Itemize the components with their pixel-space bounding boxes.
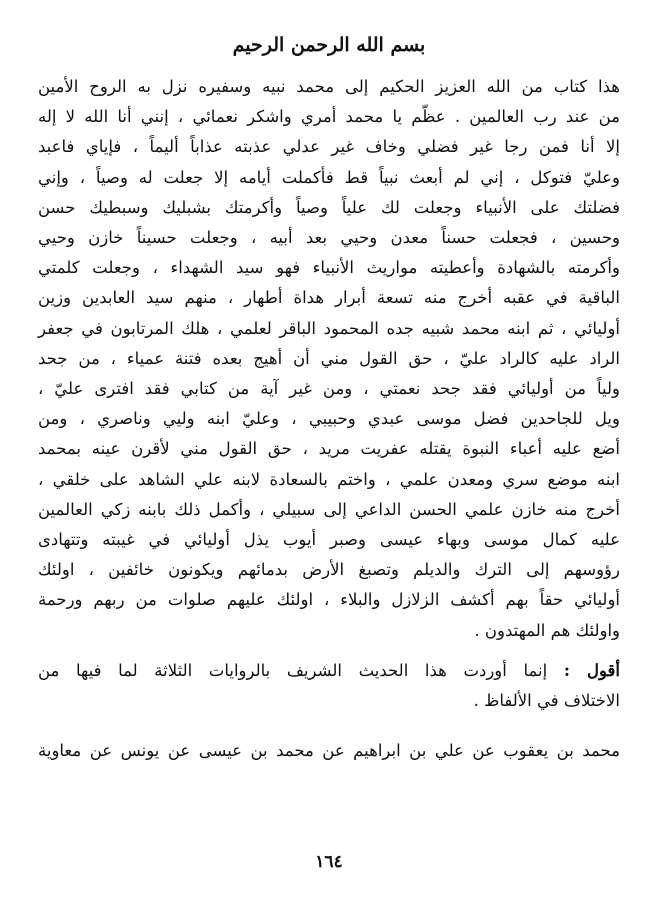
text-line: أوليائي ، ثم ابنه محمد شبيه جده المحمود الباقر لعلمي ، هلك المرتابون في جعفر	[38, 318, 620, 338]
isnad-paragraph	[38, 736, 620, 766]
text-line	[38, 656, 620, 686]
text-line: فضلتك على الأنبياء وجعلت لك علياً وصياً وأكرمتك بشبليك وسبطيك حسن	[38, 197, 620, 217]
text-line: الراد عليه كالراد عليّ ، حق القول مني أن أهيج بعده فتنة عمياء ، من جحد	[38, 348, 620, 368]
text-line: الباقية في عقبه أخرج منه تسعة أبرار هداة أطهار ، منهم سيد العابدين وزين	[38, 288, 620, 308]
text-line: محمد بن يعقوب عن علي بن ابراهيم عن محمد بن عيسى عن يونس عن معاوية	[38, 741, 620, 761]
text-line: الاختلاف في الألفاظ .	[473, 691, 620, 711]
text-line: هذا كتاب من الله العزيز الحكيم إلى محمد نبيه وسفيره نزل به الروح الأمين	[38, 77, 620, 96]
basmala-heading: بسم الله الرحمن الرحيم	[232, 34, 426, 56]
commentary-paragraph	[38, 656, 620, 716]
document-page	[38, 30, 620, 900]
text-line: أضع عليه أعباء النبوة يقتله عفريت مريد ، حق القول مني لأقرن عينه بمحمد	[38, 439, 620, 459]
text-line: وأكرمته بالشهادة وأعطيته مواريث الأنبياء فهو سيد الشهداء ، وجعلت كلمتي	[38, 258, 620, 278]
text-line: ولياً من أوليائي فقد جحد نعمتي ، ومن غير آية من كتابي فقد افترى عليّ ،	[38, 379, 620, 399]
lead-word: أقول :	[563, 660, 620, 680]
hadith-paragraph	[38, 72, 620, 646]
text-line: وحسين ، فجعلت حسناً معدن وحيي بعد أبيه ، وجعلت حسيناً خازن وحيي	[38, 228, 620, 248]
text-segment: إنما أوردت هذا الحديث الشريف بالروايات الثلاثة لما فيها من	[38, 660, 548, 680]
text-line: ويل للجاحدين فضل موسى عبدي وحبيبي ، وعليّ ابنه وليي وناصري ، ومن	[38, 409, 620, 429]
text-line: من عند رب العالمين . عظّم يا محمد أمري واشكر نعمائي ، إنني أنا الله لا إله	[38, 107, 620, 127]
page-number: ١٦٤	[315, 852, 343, 872]
text-line: أخرج منه خازن علمي الحسن الداعي إلى سبيلي ، وأكمل ذلك بابنه زكي العالمين	[38, 499, 620, 519]
text-line: عليه كمال موسى وبهاء عيسى وصبر أيوب يذل أوليائي في غيبته وتتهادى	[38, 530, 620, 550]
text-line: واولئك هم المهتدون .	[474, 620, 620, 640]
text-line: ابنه موضع سري ومعدن علمي ، واختم بالسعادة لابنه علي الشاهد على خلقي ،	[38, 469, 620, 489]
text-line: رؤوسهم إلى الترك والديلم وتصبغ الأرض بدمائهم ويكونون خائفين ، اولئك	[38, 560, 620, 580]
text-line: إلا أنا فمن رجا غير فضلي وخاف غير عدلي عذبته عذاباً أليماً ، فإياي فاعبد	[38, 137, 620, 157]
text-line: أوليائي حقاً بهم أكشف الزلازل والبلاء ، اولئك عليهم صلوات من ربهم ورحمة	[38, 590, 620, 610]
text-line: وعليّ فتوكل ، إني لم أبعث نبياً قط فأكملت أيامه إلا جعلت له وصياً ، وإني	[38, 167, 620, 187]
